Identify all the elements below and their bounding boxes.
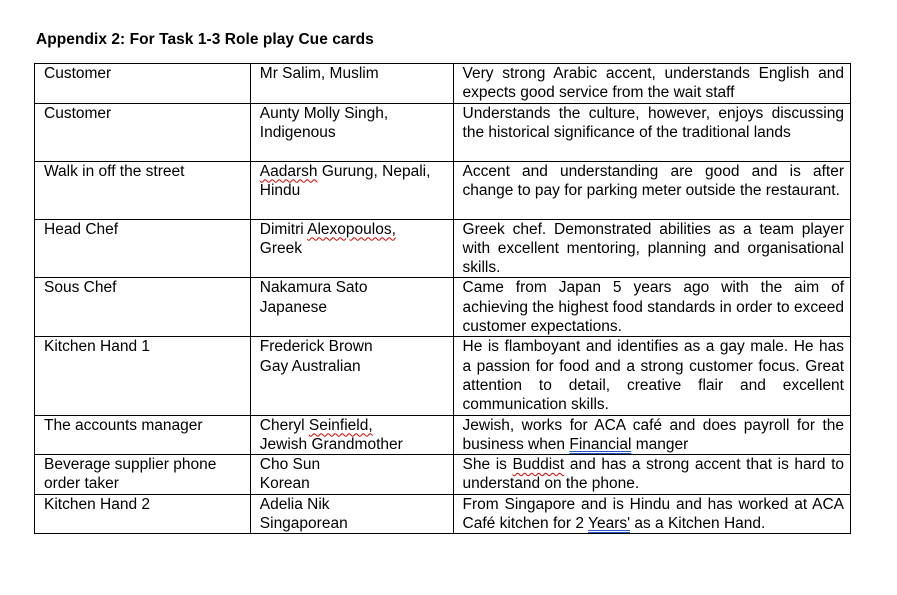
name-text: Dimitri [259,220,308,238]
table-row [35,337,851,415]
name-line: Jewish Grandmother [259,435,403,453]
name-cell [250,103,453,161]
name-line [260,162,447,181]
role-cell: Kitchen Hand 2 [35,494,251,534]
name-line: Japanese [259,298,328,316]
description-text: From Singapore and is Hindu and has worked at ACA Café kitchen for 2 [462,495,844,533]
table-row [35,219,851,278]
table-row [35,455,851,495]
description-cell [453,494,850,534]
name-cell [250,337,453,415]
spelling-error-mark[interactable]: Alexopoulos, [307,220,396,238]
table-row [35,278,851,337]
name-line: Korean [259,475,310,493]
description-cell [453,455,850,495]
name-line: Indigenous [259,123,336,141]
name-cell [250,219,453,278]
name-text: Gurung, Nepali, [317,162,431,180]
role-cell: Sous Chef [35,278,251,337]
name-line: Adelia Nik [259,495,330,513]
description-cell: He is flamboyant and identifies as a gay male. He has a passion for food and a strong customer focus. Great attention to detail, creative flair and excellent communication skills. [453,337,850,415]
name-line: Aunty Molly Singh, [259,104,389,122]
table-row [35,64,851,104]
name-cell [250,415,453,455]
description-text: manger [631,435,689,453]
description-cell: Accent and understanding are good and is after change to pay for parking meter outside the restaurant. [453,161,850,219]
table-row [35,494,851,534]
name-line: Cho Sun [259,456,321,474]
description-text: She is [462,456,513,474]
description-cell: Came from Japan 5 years ago with the aim of achieving the highest food standards in order to exceed customer expectations. [453,278,850,337]
grammar-suggestion-mark[interactable]: Years' [588,515,631,533]
role-cell: Head Chef [35,219,251,278]
description-text: Jewish, works for ACA café and does payroll for the business when [462,416,844,453]
role-cell: The accounts manager [35,415,251,455]
role-play-cue-table [34,63,851,534]
name-cell [250,278,453,337]
name-line: Hindu [259,181,301,199]
description-cell [453,415,850,455]
name-line [260,220,447,239]
document-title: Appendix 2: For Task 1-3 Role play Cue cards [36,31,374,48]
description-cell: Greek chef. Demonstrated abilities as a team player with excellent mentoring, planning and organisational skills. [453,219,850,278]
spelling-error-mark[interactable]: Seinfield, [308,416,373,434]
role-cell: Customer [35,64,251,104]
name-cell [250,161,453,219]
name-line: Singaporean [259,515,348,533]
description-text: and has a strong accent that is hard to understand on the phone. [462,456,844,493]
name-text: Cheryl [259,416,309,434]
table-row [35,103,851,161]
role-cell: Kitchen Hand 1 [35,337,251,415]
grammar-suggestion-mark[interactable]: Financial [569,435,632,453]
role-cell: Beverage supplier phone order taker [35,455,251,495]
table-row [35,415,851,455]
description-text: as a Kitchen Hand. [630,515,766,533]
name-line: Mr Salim, Muslim [259,65,379,82]
name-line: Greek [259,239,302,257]
name-cell [250,494,453,534]
name-line [260,416,447,435]
description-cell: Understands the culture, however, enjoys discussing the historical significance of the traditional lands [453,103,850,161]
name-cell [250,64,453,104]
name-cell [250,455,453,495]
description-cell: Very strong Arabic accent, understands English and expects good service from the wait staff [453,64,850,104]
spelling-error-mark[interactable]: Buddist [512,456,565,474]
name-line: Frederick Brown [259,338,373,356]
name-line: Nakamura Sato [259,279,368,297]
role-cell: Customer [35,103,251,161]
table-row [35,161,851,219]
name-line: Gay Australian [259,357,361,375]
spelling-error-mark[interactable]: Aadarsh [259,162,318,180]
role-cell: Walk in off the street [35,161,251,219]
